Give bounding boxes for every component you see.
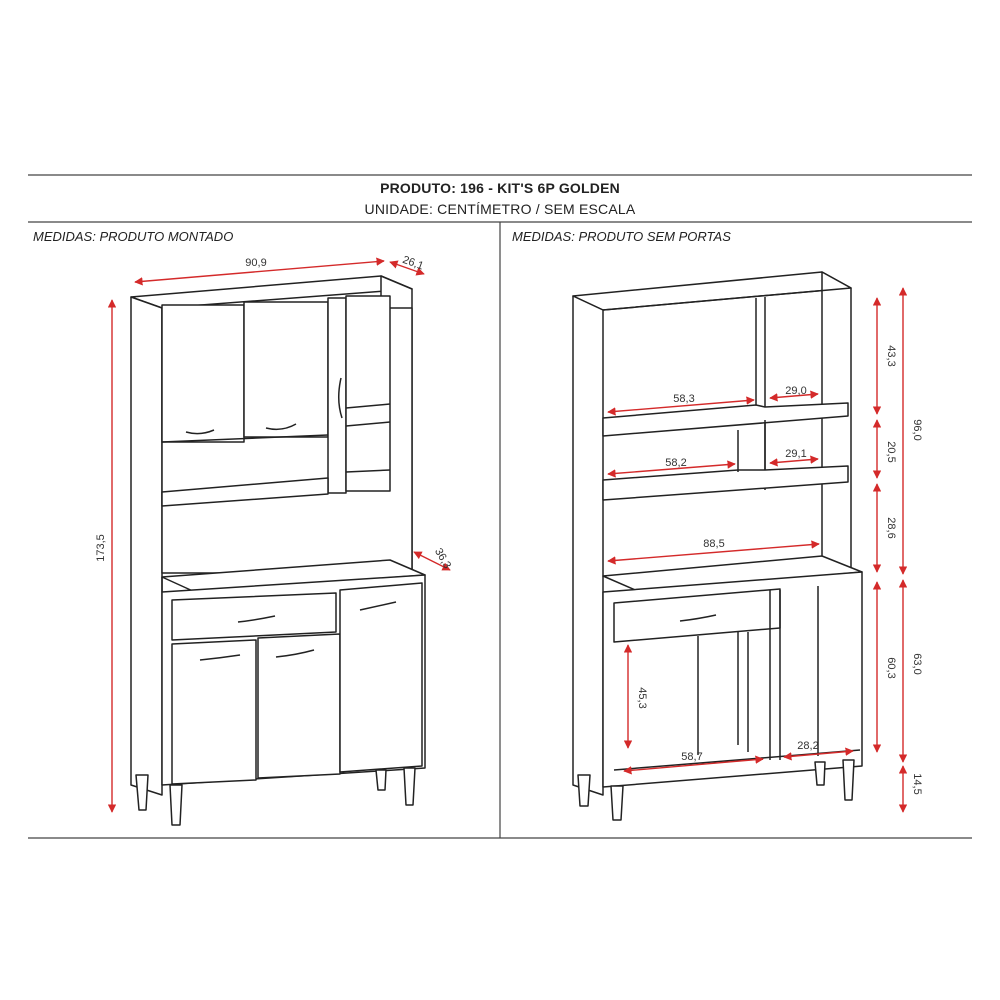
left-side-panel-r [573, 296, 603, 795]
left-side-panel [131, 297, 162, 795]
lower-door-3 [340, 583, 422, 772]
label-28-2: 28,2 [797, 740, 819, 752]
assembled-cabinet [131, 276, 425, 825]
lower-door-1 [172, 640, 256, 784]
label-60-3: 60,3 [885, 657, 897, 679]
right-panel-label: MEDIDAS: PRODUTO SEM PORTAS [512, 229, 731, 244]
label-height: 173,5 [95, 534, 107, 562]
lower-door-2 [258, 634, 340, 778]
label-88-5: 88,5 [703, 538, 725, 550]
label-45-3: 45,3 [636, 687, 648, 709]
leg-r4 [843, 760, 854, 800]
right-side-panel-r [822, 272, 851, 572]
upper-door-1 [162, 305, 244, 442]
label-20-5: 20,5 [885, 441, 897, 463]
label-28-6: 28,6 [885, 517, 897, 539]
label-63-0: 63,0 [911, 653, 923, 675]
left-panel-label: MEDIDAS: PRODUTO MONTADO [33, 229, 234, 244]
shelf-1 [603, 403, 848, 436]
label-43-3: 43,3 [885, 345, 897, 367]
label-96-0: 96,0 [911, 419, 923, 441]
label-29-0: 29,0 [785, 385, 807, 397]
drawer-front [172, 593, 336, 640]
label-58-7: 58,7 [681, 751, 703, 763]
label-depth-top: 26,1 [400, 253, 426, 273]
right-cubby [346, 296, 390, 491]
unit-subtitle: UNIDADE: CENTÍMETRO / SEM ESCALA [364, 201, 636, 217]
label-58-2: 58,2 [665, 457, 687, 469]
label-depth-base: 36,3 [432, 546, 454, 571]
product-title: PRODUTO: 196 - KIT'S 6P GOLDEN [380, 180, 620, 196]
leg-4 [404, 768, 415, 805]
label-width: 90,9 [245, 257, 267, 269]
leg-1 [136, 775, 148, 810]
leg-r1 [578, 775, 590, 806]
upper-door-2 [244, 302, 328, 437]
label-14-5: 14,5 [911, 773, 923, 795]
label-58-3: 58,3 [673, 393, 695, 405]
leg-3 [376, 770, 386, 790]
leg-r2 [611, 786, 623, 820]
leg-r3 [815, 762, 825, 785]
label-29-1: 29,1 [785, 448, 807, 460]
right-door [328, 298, 346, 493]
leg-2 [170, 785, 182, 825]
